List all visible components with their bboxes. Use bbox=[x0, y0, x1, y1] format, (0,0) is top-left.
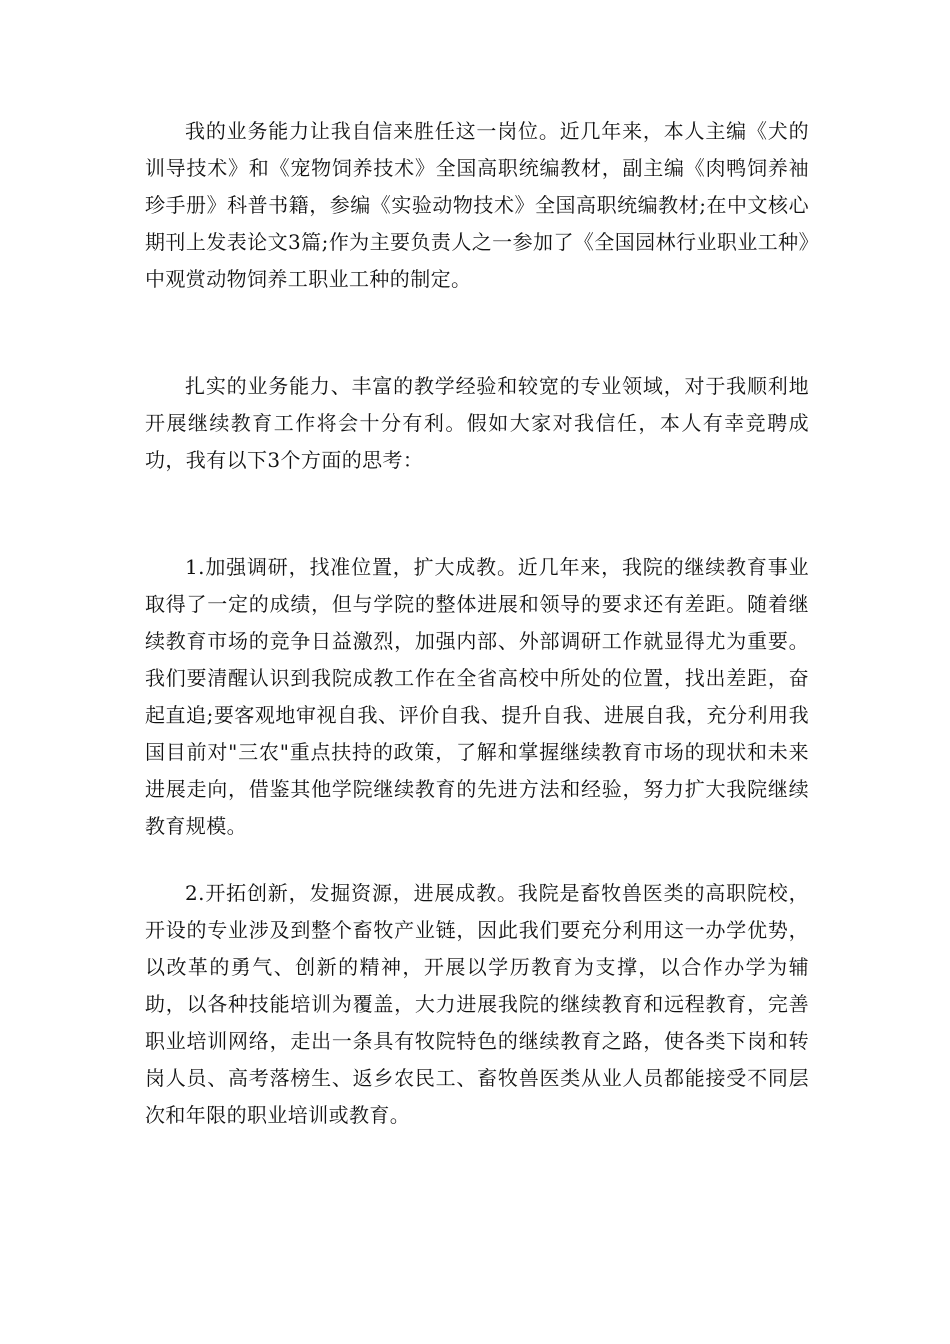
paragraph-point-1: 1.加强调研，找准位置，扩大成教。近几年来，我院的继续教育事业取得了一定的成绩，但与学院的整体进展和领导的要求还有差距。随着继续教育市场的竞争日益激烈，加强内部、外部调研工作就显得尤为重要。我们要清醒认识到我院成教工作在全省高校中所处的位置，找出差距，奋起直追;要客观地审视自我、评价自我、提升自我、进展自我，充分利用我国目前对"三农"重点扶持的政策，了解和掌握继续教育市场的现状和未来进展走向，借鉴其他学院继续教育的先进方法和经验，努力扩大我院继续教育规模。 bbox=[145, 555, 809, 838]
paragraph-qualifications: 我的业务能力让我自信来胜任这一岗位。近几年来，本人主编《犬的训导技术》和《宠物饲养技术》全国高职统编教材，副主编《肉鸭饲养袖珍手册》科普书籍，参编《实验动物技术》全国高职统编教材;在中文核心期刊上发表论文3篇;作为主要负责人之一参加了《全国园林行业职业工种》中观赏动物饲养工职业工种的制定。 bbox=[145, 119, 809, 291]
paragraph-intro-thoughts: 扎实的业务能力、丰富的教学经验和较宽的专业领域，对于我顺利地开展继续教育工作将会十分有利。假如大家对我信任，本人有幸竞聘成功，我有以下3个方面的思考： bbox=[145, 374, 809, 472]
paragraph-point-2: 2.开拓创新，发掘资源，进展成教。我院是畜牧兽医类的高职院校，开设的专业涉及到整个畜牧产业链，因此我们要充分利用这一办学优势，以改革的勇气、创新的精神，开展以学历教育为支撑，以合作办学为辅助，以各种技能培训为覆盖，大力进展我院的继续教育和远程教育，完善职业培训网络，走出一条具有牧院特色的继续教育之路，使各类下岗和转岗人员、高考落榜生、返乡农民工、畜牧兽医类从业人员都能接受不同层次和年限的职业培训或教育。 bbox=[145, 881, 809, 1127]
